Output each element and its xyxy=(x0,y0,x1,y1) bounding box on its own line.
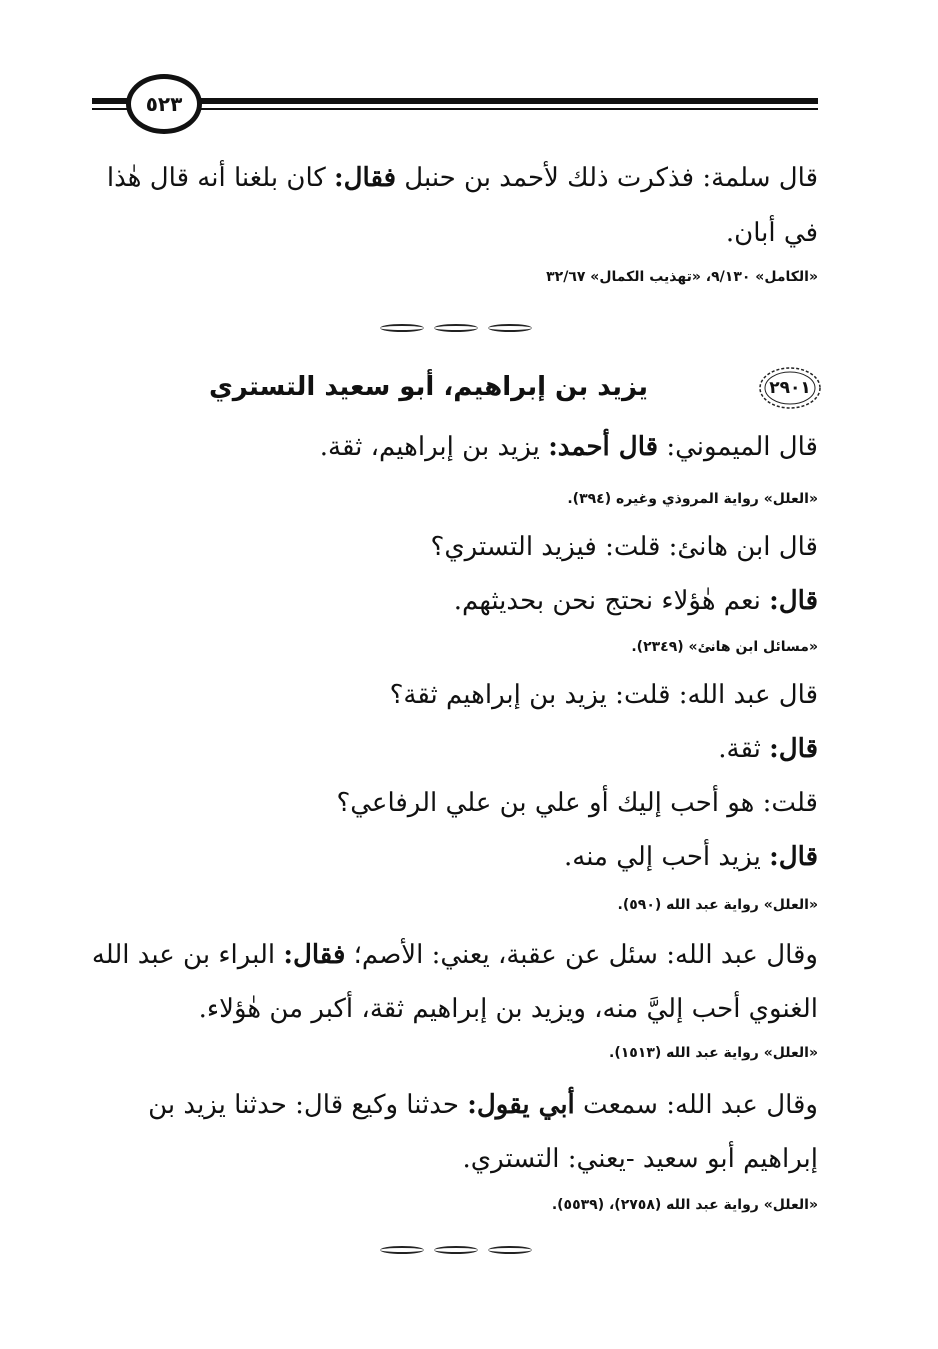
p3-bold: قال: xyxy=(769,586,818,616)
ornament-unit xyxy=(488,1246,532,1254)
p4-text: قال عبد الله: قلت: يزيد بن إبراهيم ثقة؟ xyxy=(389,680,818,710)
p5-bold: قال: xyxy=(769,734,818,764)
p8-text-end: البراء بن عبد الله xyxy=(91,940,276,970)
p2-text: قال ابن هانئ: قلت: فيزيد التستري؟ xyxy=(430,532,818,562)
paragraph-6 xyxy=(336,788,818,818)
intro-text-end: كان بلغنا أنه قال هٰذا xyxy=(106,163,326,193)
p6-text: قلت: هو أحب إليك أو علي بن علي الرفاعي؟ xyxy=(336,788,818,818)
intro-line-2 xyxy=(726,218,818,248)
intro-citation-text: «الكامل» ٩/١٣٠، «تهذيب الكمال» ٣٢/٦٧ xyxy=(546,269,818,285)
entry-number: ٢٩٠١ xyxy=(769,378,811,398)
paragraph-9-line-1 xyxy=(148,1090,818,1120)
citation-5-text: «العلل» رواية عبد الله (٢٧٥٨)، (٥٥٣٩). xyxy=(551,1197,818,1213)
p5-text: ثقة. xyxy=(718,734,761,764)
citation-5 xyxy=(552,1196,818,1214)
citation-2 xyxy=(631,638,818,656)
citation-2-text: «مسائل ابن هانئ» (٢٣٤٩). xyxy=(631,639,818,655)
p1-text-end: يزيد بن إبراهيم، ثقة. xyxy=(319,432,540,462)
ornament-unit xyxy=(380,1246,424,1254)
intro-bold-fqal: فقال: xyxy=(334,163,397,193)
paragraph-4 xyxy=(390,680,818,710)
ornament-unit xyxy=(380,324,424,332)
paragraph-1 xyxy=(320,432,818,462)
p9-line-2-text: إبراهيم أبو سعيد -يعني: التستري. xyxy=(462,1144,818,1174)
p1-text: قال الميموني: xyxy=(666,432,818,462)
ornament-divider-1 xyxy=(380,322,532,334)
intro-text: قال سلمة: فذكرت ذلك لأحمد بن حنبل xyxy=(404,163,818,193)
p9-text-end: حدثنا وكيع قال: حدثنا يزيد بن xyxy=(148,1090,460,1120)
paragraph-2 xyxy=(431,532,818,562)
paragraph-8-line-2 xyxy=(199,994,818,1024)
p8-bold: فقال: xyxy=(283,940,346,970)
citation-4 xyxy=(609,1044,818,1062)
intro-line-2-text: في أبان. xyxy=(725,218,818,248)
p8-text: وقال عبد الله: سئل عن عقبة، يعني: الأصم؛ xyxy=(353,940,818,970)
intro-line-1 xyxy=(107,163,818,193)
entry-number-badge xyxy=(758,366,822,410)
p1-bold: قال أحمد: xyxy=(548,432,659,462)
citation-1 xyxy=(567,490,818,508)
entry-title: يزيد بن إبراهيم، أبو سعيد التستري xyxy=(208,372,648,402)
citation-1-text: «العلل» رواية المروذي وغيره (٣٩٤). xyxy=(567,491,818,507)
p7-text: يزيد أحب إلي منه. xyxy=(564,842,761,872)
citation-3 xyxy=(618,896,818,914)
citation-4-text: «العلل» رواية عبد الله (١٥١٣). xyxy=(609,1045,818,1061)
paragraph-9-line-2 xyxy=(463,1144,819,1174)
citation-3-text: «العلل» رواية عبد الله (٥٩٠). xyxy=(617,897,818,913)
paragraph-7 xyxy=(564,842,818,872)
paragraph-3 xyxy=(454,586,818,616)
ornament-unit xyxy=(488,324,532,332)
p7-bold: قال: xyxy=(769,842,818,872)
ornament-divider-2 xyxy=(380,1244,532,1256)
paragraph-8-line-1 xyxy=(92,940,818,970)
p9-bold: أبي يقول: xyxy=(467,1090,575,1120)
ornament-unit xyxy=(434,1246,478,1254)
p9-text: وقال عبد الله: سمعت xyxy=(583,1090,818,1120)
page-number: ٥٢٣ xyxy=(145,92,183,116)
p3-text: نعم هٰؤلاء نحتج نحن بحديثهم. xyxy=(453,586,761,616)
intro-citation xyxy=(546,268,818,286)
ornament-unit xyxy=(434,324,478,332)
p8-line-2-text: الغنوي أحب إليَّ منه، ويزيد بن إبراهيم ثقة، أكبر من هٰؤلاء. xyxy=(198,994,818,1024)
page-number-circle xyxy=(126,74,202,134)
paragraph-5 xyxy=(718,734,818,764)
